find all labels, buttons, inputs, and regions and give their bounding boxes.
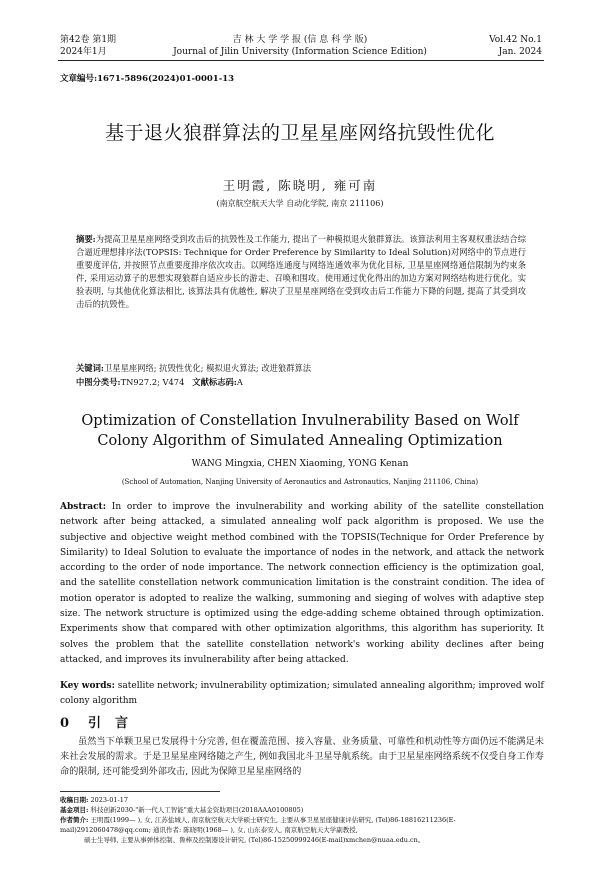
abstract-en-text: In order to improve the invulnerability and working ability of the satellite constellation network after being attacked, a simulated annealing wolf pack algorithm is proposed. We use the subjective and objective weight method combined with the TOPSIS(Technique for Order Preference by Similarity) to Ideal Solution to evaluate the importance of nodes in the network, and attack the network according to the order of node importance. The network connection efficiency is the optimization goal, and the satellite constellation network communication limitation is the constraint condition. The idea of motion operator is adopted to realize the walking, summoning and sieging of wolves with adaptive step size. The network structure is optimized using the edge-adding scheme obtained through optimization. Experiments show that compared with other optimization algorithms, this algorithm has superiority. It solves the problem that the satellite constellation network's working ability declines after being attacked, and improves its invulnerability after being attacked. [60, 502, 544, 665]
authors-cn: 王明霞, 陈晓明, 雍可南 [222, 178, 378, 193]
abstract-cn [76, 233, 526, 311]
footnote-author-cont: 硕士生导师, 主要从事弹体控制、鲁棒及控制器设计研究, (Tel)86-15250999246(E-mail)xmchen@nuaa.edu.cn。 [84, 836, 425, 844]
keywords-en-label: Key words: [60, 681, 115, 691]
class-label: 中图分类号: [76, 377, 121, 387]
section-heading-introduction [60, 712, 142, 731]
abstract-en-label: Abstract: [60, 502, 107, 512]
keywords-en [60, 679, 544, 709]
received-label: 收稿日期: [60, 796, 89, 804]
keywords-cn [76, 362, 526, 375]
journal-volume-info [60, 34, 116, 58]
journal-name-cn: 吉 林 大 学 学 报 (信 息 科 学 版) [232, 35, 368, 45]
section-title: 引言 [88, 716, 143, 731]
footnotes [60, 795, 544, 845]
abstract-cn-label: 摘要: [76, 234, 96, 244]
affiliation-cn: (南京航空航天大学 自动化学院, 南京 211106) [216, 199, 384, 208]
publication-date: 2024年1月 [60, 47, 107, 57]
classification-cn [76, 376, 526, 389]
journal-name-en: Journal of Jilin University (Information Science Edition) [173, 47, 427, 57]
author-bio-label: 作者简介: [60, 816, 89, 824]
journal-name [150, 34, 450, 58]
received-date: 2023-01-17 [90, 796, 128, 804]
volume-issue-en: Vol.42 No.1 [489, 35, 542, 45]
abstract-en [60, 500, 544, 668]
footnote-fund [60, 805, 544, 815]
introduction-paragraph: 虽然当下单颗卫星已发展得十分完善, 但在覆盖范围、接入容量、业务质量、可靠性和机动性等方面仍远不能满足未来社会发展的需求。于是卫星星座网络随之产生, 例如我国北斗卫星导航系统。由于卫星星座网络系统不仅受自身工作寿命的限制, 还可能受到外部攻击, 因此为保障卫星星座网络的 [60, 736, 544, 777]
keywords-en-text: satellite network; invulnerability optimization; simulated annealing algorithm; improved wolf colony algorithm [60, 681, 544, 706]
fund-text: 科技创新2030-"新一代人工智能"重大基金资助项目(2018AAA0100805) [90, 806, 304, 814]
title-en [0, 411, 600, 451]
article-number: 文章编号:1671-5896(2024)01-0001-13 [60, 74, 235, 84]
header-divider [58, 60, 544, 61]
abstract-cn-text: 为提高卫星星座网络受到攻击后的抗毁性及工作能力, 提出了一种模拟退火狼群算法。该算法利用主客观权重法结合综合逼近理想排序法(TOPSIS: Technique for Order Preference by Similarity to Ideal Solution)对网络中的节点进行重要度评估, 并按照节点重要度排序依次攻击。以网络连通度与网络连通效率为优化目标, 卫星星座网络通信限制为约束条件, 采用运动算子的思想实现狼群自适应步长的游走、召唤和围攻。使用通过优化得出的加边方案对网络结构进行优化。实验表明, 与其他优化算法相比, 该算法具有优越性, 解决了卫星星座网络在受到攻击后工作能力下降的问题, 提高了其受到攻击后的抗毁性。 [76, 234, 526, 309]
footnote-author [60, 815, 544, 835]
journal-volume-info-en [489, 34, 542, 58]
section-number: 0 [60, 716, 70, 731]
class-value: TN927.2; V474 [120, 377, 185, 387]
doc-code-value: A [236, 377, 243, 387]
affiliation-en: (School of Automation, Nanjing University of Aeronautics and Astronautics, Nanjing 211106, China) [121, 478, 479, 486]
title-en-line2: Colony Algorithm of Simulated Annealing Optimization [97, 433, 503, 449]
publication-date-en: Jan. 2024 [498, 47, 542, 57]
doc-code-label: 文献标志码: [192, 377, 237, 387]
volume-issue: 第42卷 第1期 [60, 35, 117, 45]
fund-label: 基金项目: [60, 806, 89, 814]
keywords-cn-text: 卫星星座网络; 抗毁性优化; 模拟退火算法; 改进狼群算法 [103, 363, 312, 373]
authors-en: WANG Mingxia, CHEN Xiaoming, YONG Kenan [191, 459, 409, 469]
footnote-received [60, 795, 544, 805]
title-en-line1: Optimization of Constellation Invulnerability Based on Wolf [81, 413, 519, 429]
footnote-divider [60, 791, 220, 792]
author-bio-text: 王明霞(1999— ), 女, 江苏盐城人, 南京航空航天大学硕士研究生, 主要从事卫星星座健康评估研究, (Tel)86-18816211236(E-mail)2912060478@qq.com; 通讯作者: 陈晓明(1968— ), 女, 山东泰安人, 南京航空航天大学副教授, [60, 816, 456, 834]
keywords-cn-label: 关键词: [76, 363, 104, 373]
title-cn: 基于退火狼群算法的卫星星座网络抗毁性优化 [104, 122, 495, 144]
